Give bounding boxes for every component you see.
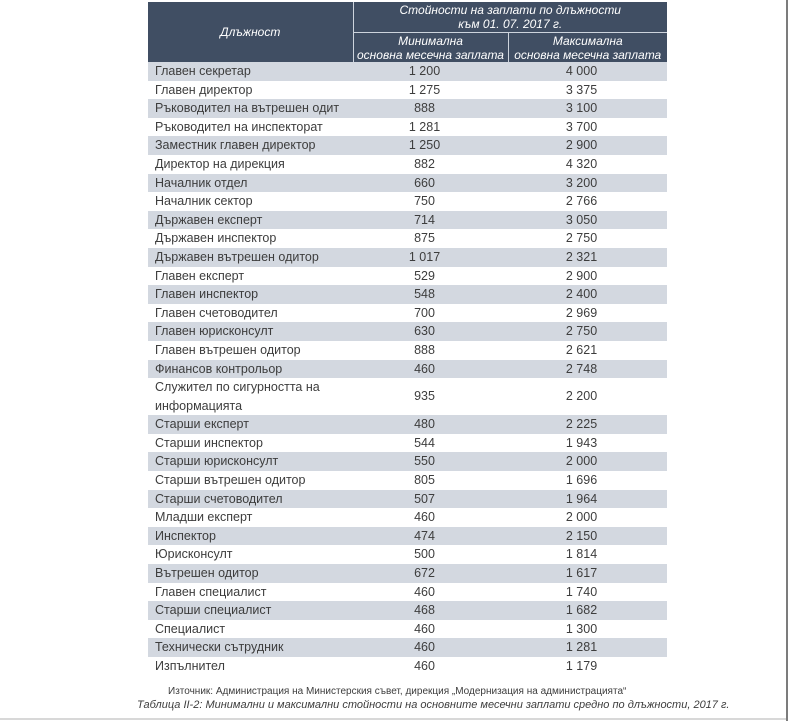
min-salary-cell: 1 200 [408,64,441,78]
position-cell: Старши счетоводител [155,491,283,506]
max-salary-cell: 2 900 [565,138,598,153]
table-header [148,2,667,62]
min-salary-cell: 888 [414,342,435,357]
position-cell: Главен директор [155,82,253,97]
min-salary-cell: 630 [414,324,435,339]
position-cell: Главен счетоводител [155,305,278,320]
position-cell: Изпълнител [155,659,225,673]
max-salary-cell: 1 943 [565,435,598,450]
max-salary-cell: 3 700 [565,119,598,134]
max-salary-cell: 1 814 [565,547,598,562]
min-salary-cell: 935 [414,389,435,404]
position-cell: Държавен експерт [155,212,263,227]
min-salary-cell: 460 [414,621,435,636]
table-row [148,192,667,211]
column-header-max-salary [508,33,667,63]
max-salary-cell: 1 617 [565,566,598,581]
min-salary-cell: 480 [414,417,435,432]
min-salary-cell: 460 [414,510,435,525]
max-salary-cell: 3 375 [565,82,598,97]
position-cell: Вътрешен одитор [155,566,259,581]
position-cell: Ръководител на инспекторат [155,119,323,134]
min-salary-cell: 750 [414,194,435,209]
max-salary-cell: 2 000 [565,454,598,469]
table-row [148,136,667,155]
position-cell: Директор на дирекция [155,156,285,171]
min-salary-cell: 507 [414,491,435,506]
table-row [148,545,667,564]
max-salary-cell: 3 050 [565,212,598,227]
max-salary-cell: 2 321 [565,249,598,264]
max-salary-cell: 4 000 [565,64,598,78]
table-row [148,527,667,546]
min-salary-cell: 875 [414,231,435,246]
max-salary-cell: 3 200 [565,175,598,190]
min-salary-cell: 714 [414,212,435,227]
max-salary-cell: 1 964 [565,491,598,506]
min-salary-cell: 529 [414,268,435,283]
table-row [148,620,667,639]
table-row [148,118,667,137]
min-salary-cell: 460 [414,659,435,673]
position-cell: Началник отдел [155,175,248,190]
min-salary-cell: 700 [414,305,435,320]
table-row [148,434,667,453]
table-row [148,583,667,602]
min-salary-cell: 460 [414,361,435,376]
table-row [148,601,667,620]
max-salary-cell: 1 696 [565,473,598,488]
table-row [148,378,667,415]
min-salary-cell: 1 250 [408,138,441,153]
position-cell: Старши вътрешен одитор [155,473,306,488]
column-header-min-salary [353,33,508,63]
header-row-group [148,2,667,33]
max-salary-cell: 2 748 [565,361,598,376]
position-cell: Старши специалист [155,603,272,618]
position-cell: Главен специалист [155,584,267,599]
min-salary-cell: 468 [414,603,435,618]
max-salary-cell: 1 281 [565,640,598,655]
max-salary-cell: 2 200 [565,389,598,404]
salary-table [148,2,667,676]
max-salary-cell: 3 100 [565,101,598,116]
min-salary-cell: 460 [414,584,435,599]
min-salary-cell: 888 [414,101,435,116]
max-salary-cell: 2 750 [565,324,598,339]
position-cell: Главен експерт [155,268,245,283]
min-salary-cell: 474 [414,528,435,543]
min-salary-cell: 1 017 [408,249,441,264]
min-header-line1: Минимална [398,33,463,48]
min-salary-cell: 1 281 [408,119,441,134]
position-cell: Технически сътрудник [155,640,284,655]
min-salary-cell: 460 [414,640,435,655]
table-row [148,304,667,323]
position-cell: Главен инспектор [155,287,259,302]
column-group-header-salary-values [353,2,667,33]
position-cell: Старши юрисконсулт [155,454,279,469]
max-salary-cell: 2 150 [565,528,598,543]
min-header-line2: основна месечна заплата [357,47,504,62]
min-salary-cell: 500 [414,547,435,562]
column-header-position: Длъжност [148,2,353,62]
position-cell: Финансов контрольор [155,361,283,376]
max-salary-cell: 2 969 [565,305,598,320]
position-cell: Началник сектор [155,194,253,209]
table-row [148,490,667,509]
position-cell: Специалист [155,621,226,636]
max-salary-cell: 2 000 [565,510,598,525]
min-salary-cell: 550 [414,454,435,469]
table-row [148,564,667,583]
position-cell: Служител по сигурността на информацията [155,380,320,413]
position-cell: Младши експерт [155,510,253,525]
min-salary-cell: 672 [414,566,435,581]
table-row [148,471,667,490]
table-row [148,155,667,174]
max-salary-cell: 2 400 [565,287,598,302]
table-body [148,62,667,676]
min-salary-cell: 1 275 [408,82,441,97]
table-row [148,99,667,118]
table-row [148,285,667,304]
position-cell: Юрисконсулт [155,547,233,562]
table-row [148,229,667,248]
position-cell: Старши инспектор [155,435,263,450]
max-header-line1: Максимална [552,33,623,48]
position-cell: Държавен инспектор [155,231,277,246]
table-row [148,211,667,230]
min-salary-cell: 805 [414,473,435,488]
max-salary-cell: 2 900 [565,268,598,283]
table-row [148,322,667,341]
table-row [148,248,667,267]
group-header-line2: към 01. 07. 2017 г. [458,17,563,31]
min-salary-cell: 660 [414,175,435,190]
max-salary-cell: 1 740 [565,584,598,599]
min-salary-cell: 544 [414,435,435,450]
max-salary-cell: 2 621 [565,342,598,357]
max-salary-cell: 4 320 [565,156,598,171]
table-row [148,341,667,360]
max-header-line2: основна месечна заплата [514,47,662,62]
table-row [148,360,667,379]
min-salary-cell: 882 [414,156,435,171]
table-row [148,174,667,193]
max-salary-cell: 1 179 [565,659,598,673]
position-cell: Заместник главен директор [155,138,316,153]
position-cell: Главен вътрешен одитор [155,342,301,357]
max-salary-cell: 2 225 [565,417,598,432]
position-cell: Главен секретар [155,64,251,78]
position-cell: Старши експерт [155,417,249,432]
position-cell: Ръководител на вътрешен одит [155,101,340,116]
page-right-edge-line [786,0,788,721]
max-salary-cell: 1 682 [565,603,598,618]
position-cell: Държавен вътрешен одитор [155,249,319,264]
source-note: Източник: Администрация на Министерския съвет, дирекция „Модернизация на администрацията“ [168,686,627,697]
table-caption: Таблица II-2: Минимални и максимални стойности на основните месечни заплати средно по длъжности, 2017 г. [137,699,730,711]
min-salary-cell: 548 [414,287,435,302]
page-bottom-edge-line [0,718,786,720]
table-row [148,62,667,81]
table-row [148,657,667,676]
max-salary-cell: 1 300 [565,621,598,636]
max-salary-cell: 2 750 [565,231,598,246]
group-header-line1: Стойности на заплати по длъжности [399,3,621,17]
position-cell: Инспектор [155,528,216,543]
table-row [148,81,667,100]
table-row [148,267,667,286]
position-cell: Главен юрисконсулт [155,324,274,339]
table-row [148,508,667,527]
table-row [148,452,667,471]
max-salary-cell: 2 766 [565,194,598,209]
table-row [148,638,667,657]
table-row [148,415,667,434]
